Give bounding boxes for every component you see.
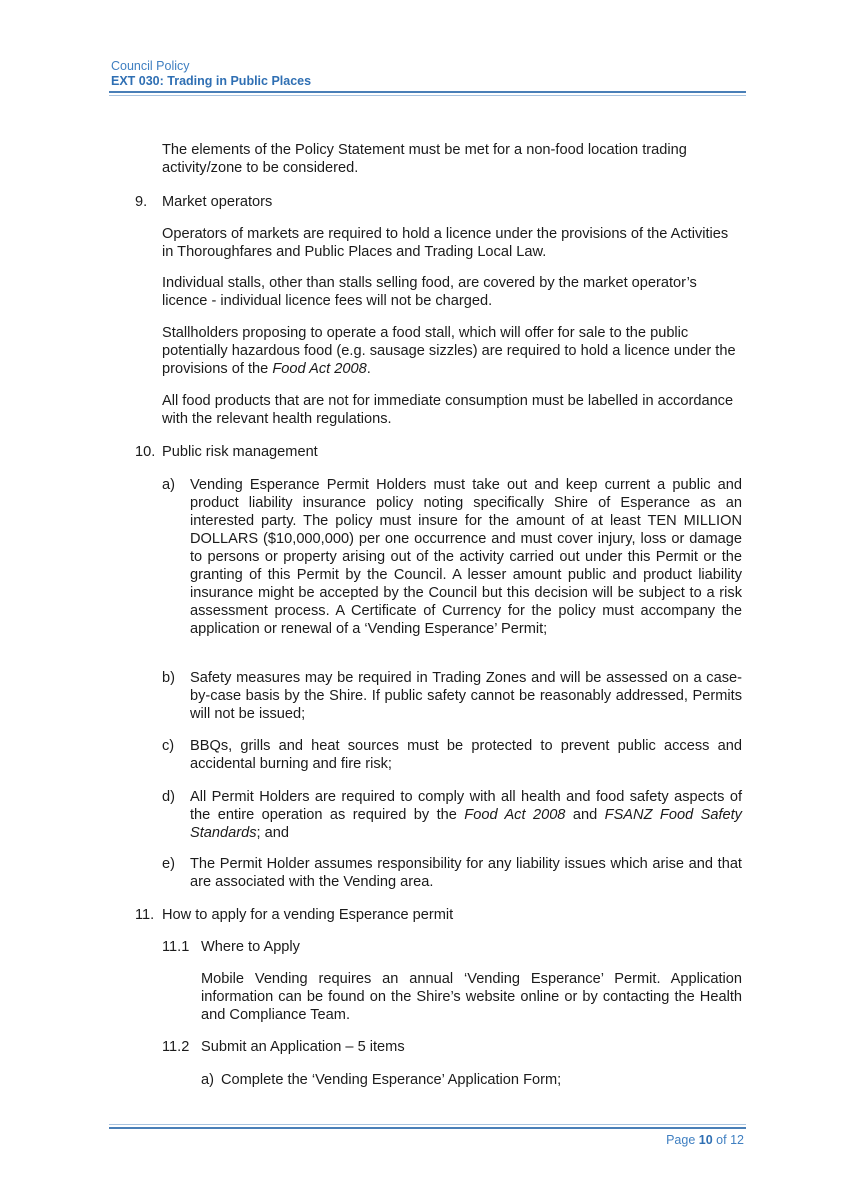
- section-9-paragraph-4: All food products that are not for immediate consumption must be labelled in accordance with the relevant health regulations.: [162, 393, 734, 427]
- section-9-paragraph-3: Stallholders proposing to operate a food stall, which will offer for sale to the public potentially hazardous food (e.g. sausage sizzles) are required to hold a licence under the provisions of the Food Act 2008.: [162, 325, 736, 377]
- list-item-label: b): [162, 670, 175, 686]
- header-doc-type: Council Policy: [111, 59, 190, 73]
- list-item-text: Safety measures may be required in Trading Zones and will be assessed on a case-by-case basis by the Shire. If public safety cannot be reasonably addressed, Permits will not be issued;: [190, 670, 742, 722]
- section-9-number: 9.: [135, 194, 148, 210]
- page-header: [111, 59, 311, 89]
- section-9-paragraph-1: Operators of markets are required to hold a licence under the provisions of the Activities in Thoroughfares and Public Places and Trading Local Law.: [162, 226, 729, 260]
- list-item-text: All Permit Holders are required to comply with all health and food safety aspects of the entire operation as required by the Food Act 2008 and FSANZ Food Safety Standards; and: [190, 789, 742, 841]
- total-pages: 12: [730, 1133, 744, 1147]
- section-10-number: 10.: [135, 444, 156, 460]
- section-11-1-title: Where to Apply: [201, 939, 300, 955]
- section-11-2-title: Submit an Application – 5 items: [201, 1039, 405, 1055]
- list-item-text: BBQs, grills and heat sources must be protected to prevent public access and accidental burning and fire risk;: [190, 738, 742, 772]
- list-item-text: Complete the ‘Vending Esperance’ Application Form;: [221, 1072, 562, 1088]
- header-policy-title: EXT 030: Trading in Public Places: [111, 74, 312, 88]
- list-item-label: a): [162, 477, 175, 493]
- list-item-text: The Permit Holder assumes responsibility for any liability issues which arise and that are associated with the Vending area.: [190, 856, 742, 890]
- list-item-label: e): [162, 856, 175, 872]
- list-item-text: Vending Esperance Permit Holders must take out and keep current a public and product liability insurance policy noting specifically Shire of Esperance as an interested party. The policy must insure for the amount of at least TEN MILLION DOLLARS ($10,000,000) per one occurrence and must cover injury, loss or damage to persons or property arising out of the activity carried out under this Permit or the granting of this Permit by the Council. A lesser amount public and product liability insurance might be accepted by the Council but this decision will be subject to a risk assessment process. A Certificate of Currency for the policy must accompany the application or renewal of a ‘Vending Esperance’ Permit;: [190, 477, 742, 637]
- list-item-label: a): [201, 1072, 214, 1088]
- section-10-title: Public risk management: [162, 444, 318, 460]
- footer-divider: [109, 1124, 746, 1129]
- list-item-label: c): [162, 738, 175, 754]
- section-11-2-number: 11.2: [162, 1039, 190, 1055]
- section-11-title: How to apply for a vending Esperance permit: [162, 907, 454, 923]
- section-11-number: 11.: [135, 907, 155, 923]
- intro-paragraph: The elements of the Policy Statement must be met for a non-food location trading activity/zone to be considered.: [162, 142, 687, 176]
- section-9-title: Market operators: [162, 194, 273, 210]
- header-divider: [109, 91, 746, 96]
- page-number: Page 10 of 12: [666, 1133, 744, 1147]
- current-page: 10: [698, 1133, 713, 1147]
- section-11-1-paragraph: Mobile Vending requires an annual ‘Vending Esperance’ Permit. Application information can be found on the Shire’s website online or by contacting the Health and Compliance Team.: [201, 971, 742, 1023]
- section-9-paragraph-2: Individual stalls, other than stalls selling food, are covered by the market operator’s licence - individual licence fees will not be charged.: [162, 275, 697, 309]
- section-11-1-number: 11.1: [162, 939, 190, 955]
- list-item-label: d): [162, 789, 175, 805]
